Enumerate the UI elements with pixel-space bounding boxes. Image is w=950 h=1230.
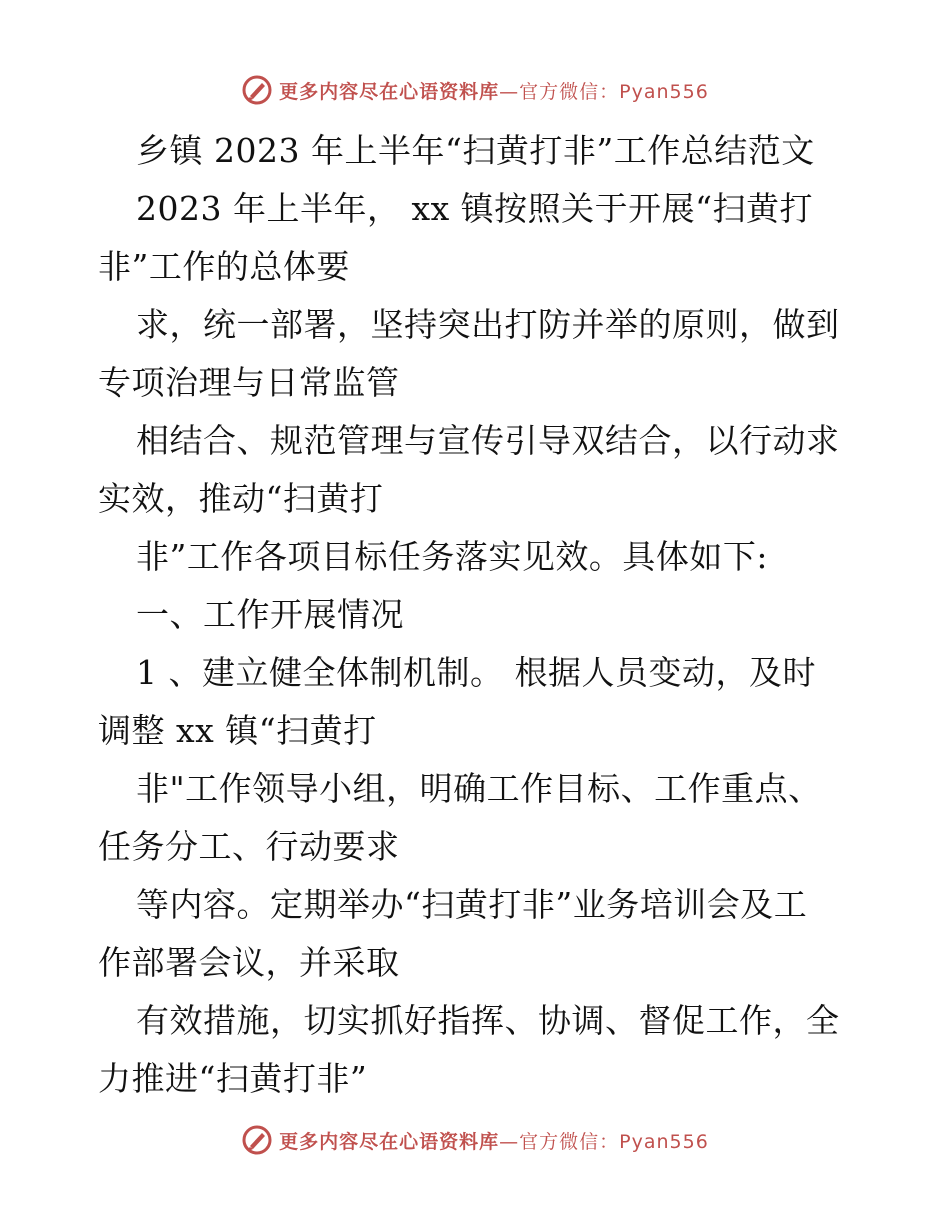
watermark-main: 更多内容尽在心语资料库	[279, 80, 500, 103]
text-line: 等内容。定期举办“扫黄打非”业务培训会及工	[136, 885, 808, 924]
text-line: 任务分工、行动要求	[98, 827, 400, 866]
text-line: 乡镇 2023 年上半年“扫黄打非”工作总结范文	[136, 131, 815, 170]
text-line: 调整 xx 镇“扫黄打	[98, 711, 377, 750]
text-line: 非"工作领导小组，明确工作目标、工作重点、	[136, 769, 822, 808]
text-line: 求，统一部署，坚持突出打防并举的原则，做到	[136, 305, 840, 344]
text-line: 非”工作各项目标任务落实见效。具体如下:	[136, 537, 768, 576]
text-line: 有效措施，切实抓好指挥、协调、督促工作，全	[136, 1001, 840, 1040]
footer-watermark	[0, 1120, 950, 1160]
text-line: 非”工作的总体要	[98, 247, 350, 286]
watermark-suffix: —官方微信：Pyan556	[499, 1130, 709, 1153]
watermark-text	[279, 77, 709, 104]
text-line: 专项治理与日常监管	[98, 363, 400, 402]
watermark-text	[279, 1127, 709, 1154]
text-line: 2023 年上半年， xx 镇按照关于开展“扫黄打	[136, 189, 814, 228]
watermark-suffix: —官方微信：Pyan556	[499, 80, 709, 103]
document-body	[98, 122, 858, 1108]
text-line: 相结合、规范管理与宣传引导双结合，以行动求	[136, 421, 840, 460]
text-line: 1 、建立健全体制机制。 根据人员变动，及时	[136, 653, 816, 692]
header-watermark	[0, 70, 950, 110]
text-line: 一、工作开展情况	[136, 595, 404, 634]
text-line: 实效，推动“扫黄打	[98, 479, 384, 518]
brush-stamp-icon	[241, 1124, 273, 1156]
watermark-main: 更多内容尽在心语资料库	[279, 1130, 500, 1153]
brush-stamp-icon	[241, 74, 273, 106]
text-line: 作部署会议，并采取	[98, 943, 400, 982]
text-line: 力推进“扫黄打非”	[98, 1059, 368, 1098]
